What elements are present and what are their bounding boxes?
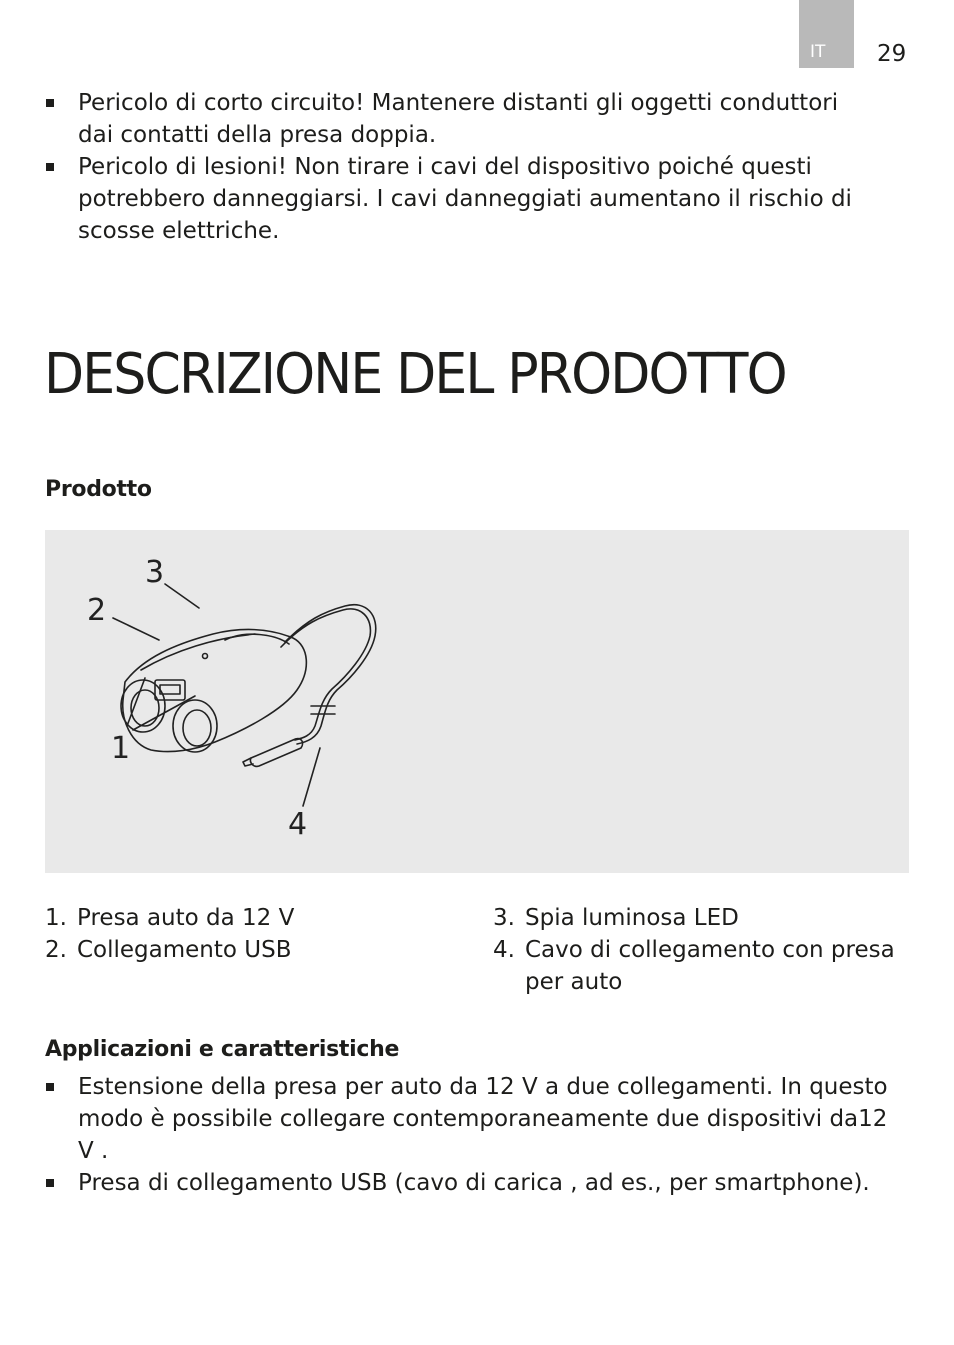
- parts-item-label: Collegamento USB: [77, 937, 292, 963]
- usb-port-inner: [160, 685, 180, 694]
- parts-list-item: [493, 934, 903, 998]
- adapter-body-shine: [225, 634, 289, 644]
- callout-label-3: 3: [145, 555, 165, 590]
- product-illustration: [45, 530, 909, 873]
- section-title: DESCRIZIONE DEL PRODOTTO: [44, 342, 786, 407]
- callout-line-4: [303, 748, 320, 806]
- parts-item-number: 2.: [45, 937, 67, 963]
- parts-list-item: [493, 902, 903, 934]
- parts-list-left: [45, 902, 465, 966]
- callout-label-4: 4: [288, 807, 308, 842]
- warning-list: [45, 87, 875, 247]
- callout-line-3: [165, 584, 199, 608]
- product-figure: [45, 530, 909, 873]
- feature-item: Estensione della presa per auto da 12 V a due collegamenti. In questo modo è possibile collegare contemporaneamente due dispositivi da12 V .: [45, 1071, 905, 1167]
- parts-item-number: 1.: [45, 905, 67, 931]
- cable-line: [281, 609, 370, 740]
- features-heading: Applicazioni e caratteristiche: [45, 1037, 400, 1062]
- parts-item-number: 4.: [493, 937, 515, 963]
- led-dot: [203, 654, 208, 659]
- parts-item-label: Spia luminosa LED: [525, 905, 739, 931]
- parts-item-number: 3.: [493, 905, 515, 931]
- warning-item: Pericolo di corto circuito! Mantenere distanti gli oggetti conduttori dai contatti della presa doppia.: [45, 87, 875, 151]
- page-number: 29: [877, 41, 907, 67]
- parts-list-item: [45, 902, 465, 934]
- callout-line-2: [113, 618, 159, 640]
- parts-list-item: [45, 934, 465, 966]
- callout-label-2: 2: [87, 593, 107, 628]
- product-heading: Prodotto: [45, 477, 152, 502]
- feature-item: Presa di collegamento USB (cavo di carica , ad es., per smartphone).: [45, 1167, 905, 1199]
- parts-item-label: Presa auto da 12 V: [77, 905, 295, 931]
- parts-item-label: Cavo di collegamento con presa per auto: [525, 937, 895, 995]
- language-tab: [799, 0, 854, 68]
- socket-right-inner: [183, 710, 211, 746]
- cable-line: [285, 605, 376, 744]
- callout-label-1: 1: [111, 731, 131, 766]
- parts-list-right: [493, 902, 903, 998]
- car-plug: [250, 739, 302, 767]
- features-list: [45, 1071, 905, 1199]
- language-label: IT: [810, 42, 826, 62]
- warning-item: Pericolo di lesioni! Non tirare i cavi del dispositivo poiché questi potrebbero danneggiarsi. I cavi danneggiati aumentano il rischio di scosse elettriche.: [45, 151, 875, 247]
